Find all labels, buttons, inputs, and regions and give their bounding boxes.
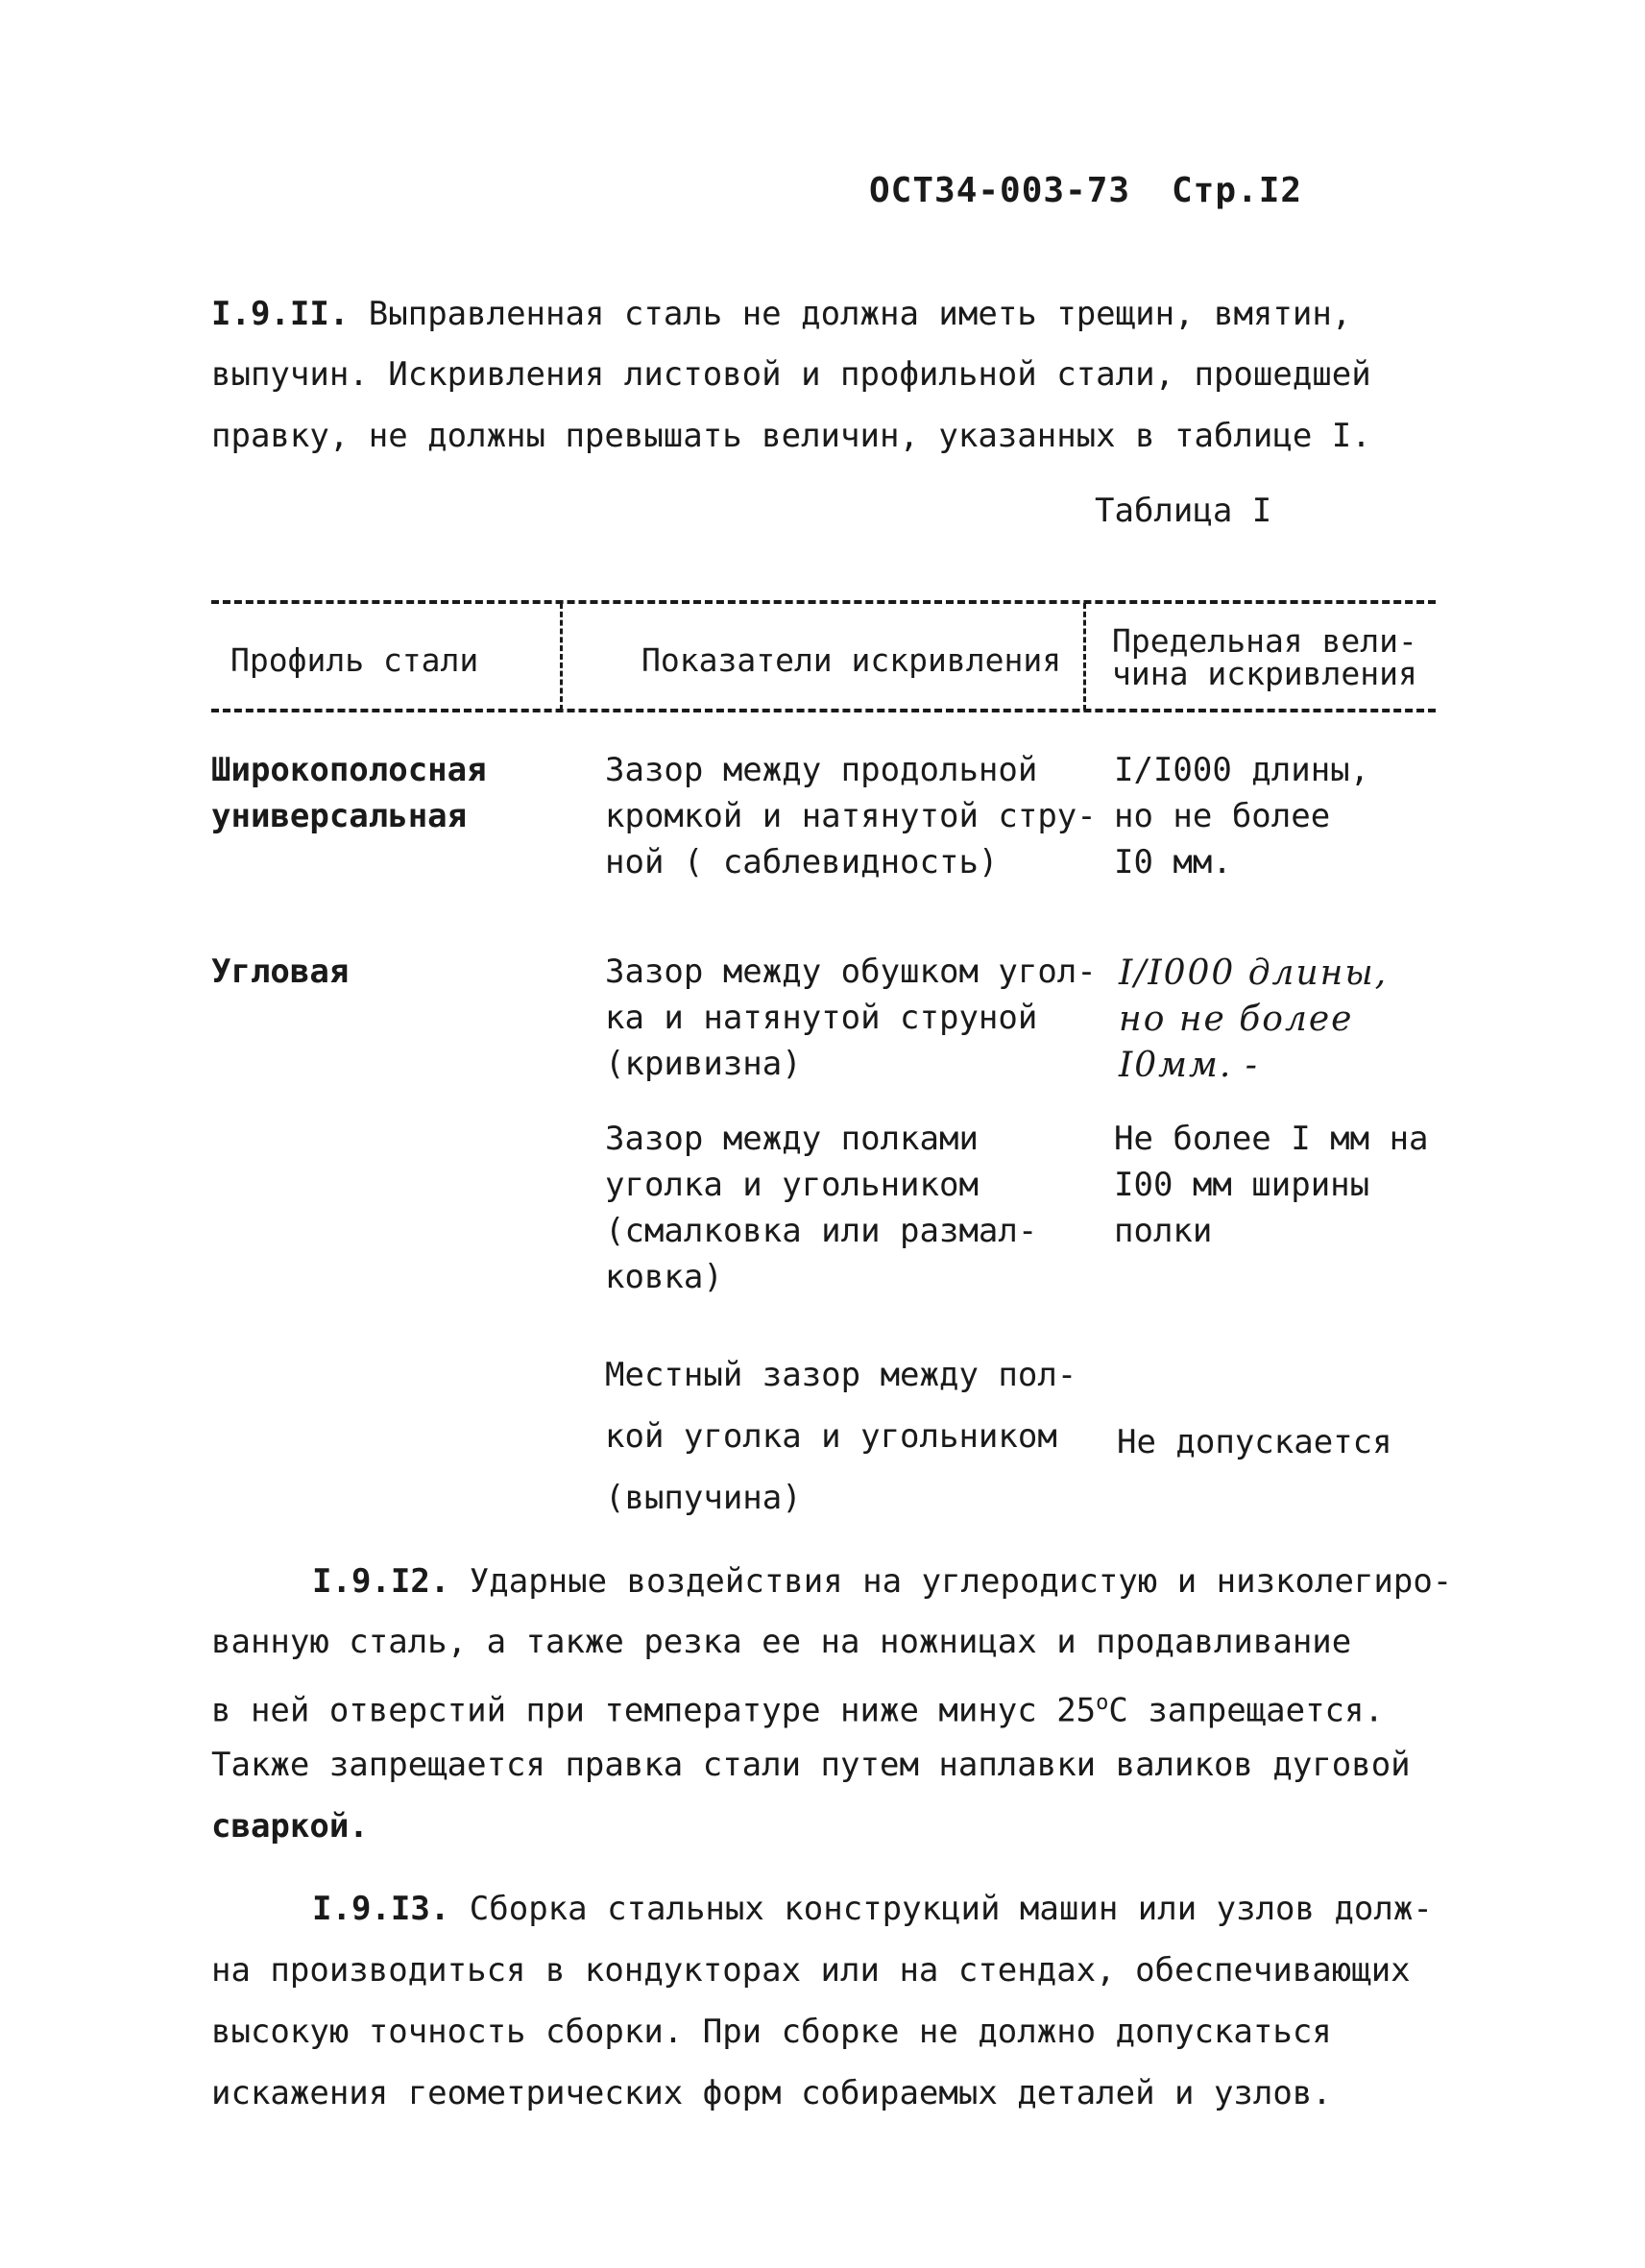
header-line: Предельная вели- [1112,622,1417,660]
cell-line: I/I000 длины, [1114,751,1370,789]
cell-line: ковка) [605,1258,723,1296]
table-top-rule [211,600,1436,604]
table-caption: Таблица I [1095,492,1272,530]
profile-cell [211,949,349,995]
cell-line: (смалковка или размал- [605,1212,1038,1250]
cell-line: уголка и угольником [605,1166,979,1204]
table-header-rule [211,709,1436,712]
column-header-limit [1112,622,1417,692]
header-line: чина искривления [1112,655,1417,692]
handwritten-line: но не более [1119,1000,1354,1039]
paragraph-line [211,1673,1384,1741]
cell-line: (кривизна) [605,1045,802,1083]
paragraph-1-9-13 [312,1878,1433,1940]
profile-cell [211,747,487,839]
cell-line: (выпучина) [605,1479,802,1517]
cell-line: Не более I мм на [1114,1120,1429,1158]
indicator-cell [605,1344,1077,1529]
paragraph-number: I.9.II. [211,295,350,333]
paragraph-line: искажения геометрических форм собираемых деталей и узлов. [211,2074,1332,2112]
handwritten-limit-cell [1119,951,1388,1089]
paragraph-number: I.9.I2. [312,1562,450,1601]
cell-line: кромкой и натянутой стру- [605,797,1097,835]
cell-line: I00 мм ширины [1114,1166,1370,1204]
paragraph-line: ванную сталь, а также резка ее на ножницах и продавливание [211,1623,1352,1661]
cell-line: I0 мм. [1114,843,1232,881]
cell-line: Зазор между полками [605,1120,979,1158]
column-header-indicator: Показатели искривления [641,641,1062,679]
cell-line: Местный зазор между пол- [605,1356,1077,1394]
paragraph-number: I.9.I3. [312,1890,450,1928]
column-header-profile: Профиль стали [230,641,479,679]
paragraph-line: на производиться в кондукторах или на стендах, обеспечивающих [211,1951,1411,1990]
limit-cell [1114,1116,1429,1254]
paragraph-1-9-12 [312,1551,1452,1612]
limit-cell [1117,1419,1392,1465]
document-code: ОСТ34-003-73 [869,171,1131,210]
paragraph-line: Также запрещается правка стали путем наплавки валиков дуговой [211,1746,1411,1784]
cell-line: Зазор между обушком угол- [605,953,1097,991]
cell-line: Широкополосная [211,751,487,789]
indicator-cell [605,949,1097,1087]
paragraph-line: правку, не должны превышать величин, указанных в таблице I. [211,417,1371,455]
handwritten-line: I0мм. - [1119,1046,1259,1085]
paragraph-line: высокую точность сборки. При сборке не должно допускаться [211,2013,1332,2051]
cell-line: но не более [1114,797,1331,835]
paragraph-line: выпучин. Искривления листовой и профильной стали, прошедшей [211,355,1371,394]
text-span: в ней отверстий при температуре ниже минус 25 [211,1691,1097,1730]
cell-line: ной ( саблевидность) [605,843,999,881]
degree-sign: o [1096,1691,1109,1715]
column-divider [560,603,563,711]
paragraph-line: Сборка стальных конструкций машин или узлов долж- [469,1890,1433,1928]
paragraph-line: Выправленная сталь не должна иметь трещин, вмятин, [368,295,1352,333]
indicator-cell [605,1116,1037,1300]
page-number: Стр.I2 [1172,171,1303,210]
cell-line: Угловая [211,953,350,991]
paragraph-line: Ударные воздействия на углеродистую и низколегиро- [469,1562,1453,1601]
cell-line: универсальная [211,797,468,835]
paragraph-1-9-11 [211,283,1351,345]
limit-cell [1114,747,1369,885]
cell-line: ка и натянутой струной [605,999,1038,1037]
paragraph-line: сваркой. [211,1807,369,1846]
indicator-cell [605,747,1097,885]
text-span: С запрещается. [1108,1691,1384,1730]
column-divider [1083,603,1086,711]
cell-line: Зазор между продольной [605,751,1038,789]
cell-line: полки [1114,1212,1213,1250]
cell-line: Не допускается [1117,1423,1392,1461]
handwritten-line: I/I000 длины, [1119,953,1389,993]
cell-line: кой уголка и угольником [605,1417,1057,1456]
